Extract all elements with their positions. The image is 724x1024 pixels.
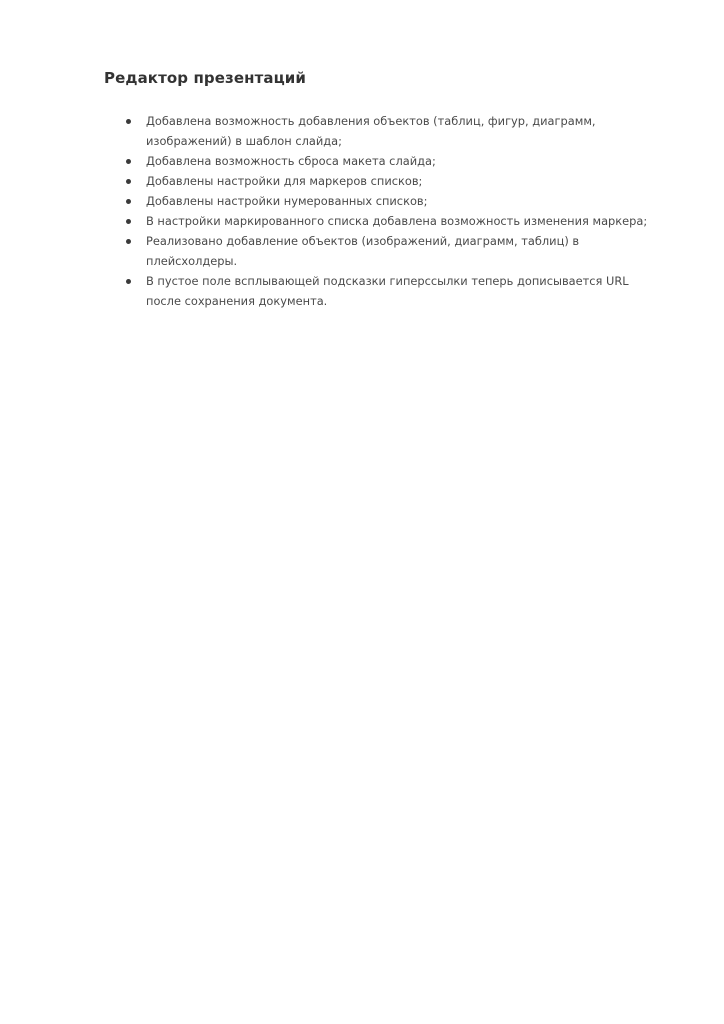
list-item: [146, 231, 686, 271]
list-item: [146, 151, 686, 171]
bullet-icon: [126, 219, 131, 224]
list-item-line: изображений) в шаблон слайда;: [146, 134, 342, 148]
list-item-line: плейсхолдеры.: [146, 254, 238, 268]
list-item-line: Добавлена возможность добавления объектов (таблиц, фигур, диаграмм,: [146, 114, 596, 128]
bullet-icon: [126, 179, 131, 184]
list-item: [146, 171, 686, 191]
bullet-icon: [126, 239, 131, 244]
list-item-line: Добавлена возможность сброса макета слайда;: [146, 154, 436, 168]
list-item-line: Добавлены настройки для маркеров списков;: [146, 174, 423, 188]
list-item-line: В настройки маркированного списка добавлена возможность изменения маркера;: [146, 214, 648, 228]
list-item-text: [146, 271, 686, 311]
list-item-line: Реализовано добавление объектов (изображений, диаграмм, таблиц) в: [146, 234, 580, 248]
bullet-icon: [126, 119, 131, 124]
bullet-icon: [126, 159, 131, 164]
list-item-text: [146, 171, 686, 191]
section-title: Редактор презентаций: [104, 69, 307, 87]
list-item: [146, 111, 686, 151]
list-item-text: [146, 231, 686, 271]
list-item-text: [146, 151, 686, 171]
bullet-icon: [126, 279, 131, 284]
list-item: [146, 191, 686, 211]
list-item-text: [146, 111, 686, 151]
list-item-text: [146, 191, 686, 211]
list-item-line: В пустое поле всплывающей подсказки гиперссылки теперь дописывается URL: [146, 274, 629, 288]
changes-list: [146, 111, 686, 311]
list-item: [146, 271, 686, 311]
list-item-line: после сохранения документа.: [146, 294, 328, 308]
list-item: [146, 211, 686, 231]
bullet-icon: [126, 199, 131, 204]
list-item-line: Добавлены настройки нумерованных списков;: [146, 194, 428, 208]
list-item-text: [146, 211, 686, 231]
